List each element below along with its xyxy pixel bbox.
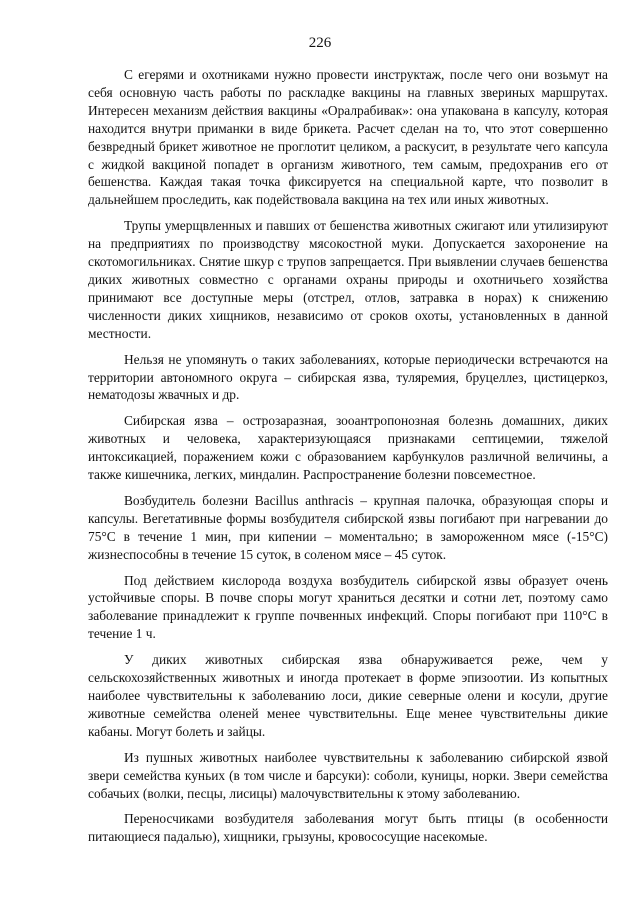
paragraph: Трупы умерщвленных и павших от бешенства животных сжигают или утилизируют на предприятиях по производству мясокостной муки. Допускается захоронение на скотомогильниках. Снятие шкур с трупов запрещается. При выявлении случаев бешенства диких животных совместно с органами охраны природы и охотничьего хозяйства принимают все доступные меры (отстрел, отлов, затравка в норах) к снижению численности диких хищников, независимо от сроков охоты, установленных в данной местности.	[88, 218, 608, 341]
paragraph: Из пушных животных наиболее чувствительны к заболеванию сибирской язвой звери семейства куньих (в том числе и барсуки): соболи, куницы, норки. Звери семейства собачьих (волки, песцы, лисицы) малочувствительны к этому заболеванию.	[88, 749, 608, 801]
page-body	[88, 66, 608, 846]
paragraph: С егерями и охотниками нужно провести инструктаж, после чего они возьмут на себя основную часть работы по раскладке вакцины на главных звериных маршрутах. Интересен механизм действия вакцины «Оралрабивак»: она упакована в капсулу, которая находится внутри приманки в виде брикета. Расчет сделан на то, что этот совершенно безвредный брикет животное не проглотит целиком, а раскусит, в результате чего капсула с жидкой вакциной попадет в организм животного, тем самым, предохранив его от бешенства. Каждая такая точка фиксируется на специальной карте, что позволит в дальнейшем проследить, как подействовала вакцина на тех или иных животных.	[88, 67, 608, 208]
paragraph: Переносчиками возбудителя заболевания могут быть птицы (в особенности питающиеся падалью), хищники, грызуны, кровососущие насекомые.	[88, 811, 608, 845]
paragraph: Нельзя не упомянуть о таких заболеваниях, которые периодически встречаются на территории автономного округа – сибирская язва, туляремия, бруцеллез, цистицеркоз, нематодозы жвачных и др.	[88, 351, 608, 403]
paragraph: Возбудитель болезни Bacillus anthracis – крупная палочка, образующая споры и капсулы. Вегетативные формы возбудителя сибирской язвы погибают при нагревании до 75°С в течение 1 мин, при кипении – моментально; в замороженном мясе (-15°С) жизнеспособны в течение 15 суток, в соленом мясе – 45 суток.	[88, 492, 608, 562]
paragraph: У диких животных сибирская язва обнаруживается реже, чем у сельскохозяйственных животных и иногда протекает в форме эпизоотии. Из копытных наиболее чувствительны к заболеванию лоси, дикие северные олени и косули, другие животные семейства оленей менее чувствительны. Еще менее чувствительны дикие кабаны. Могут болеть и зайцы.	[88, 652, 608, 739]
paragraph: Под действием кислорода воздуха возбудитель сибирской язвы образует очень устойчивые споры. В почве споры могут храниться десятки и сотни лет, поэтому само заболевание принадлежит к группе почвенных инфекций. Споры погибают при 110°С в течение 1 ч.	[88, 572, 608, 642]
page-number: 226	[308, 35, 332, 51]
paragraph: Сибирская язва – острозаразная, зооантропонозная болезнь домашних, диких животных и человека, характеризующаяся признаками септицемии, тяжелой интоксикацией, поражением кожи с образованием карбункулов различной величины, а также кишечника, легких, миндалин. Распространение болезни повсеместное.	[88, 413, 608, 483]
